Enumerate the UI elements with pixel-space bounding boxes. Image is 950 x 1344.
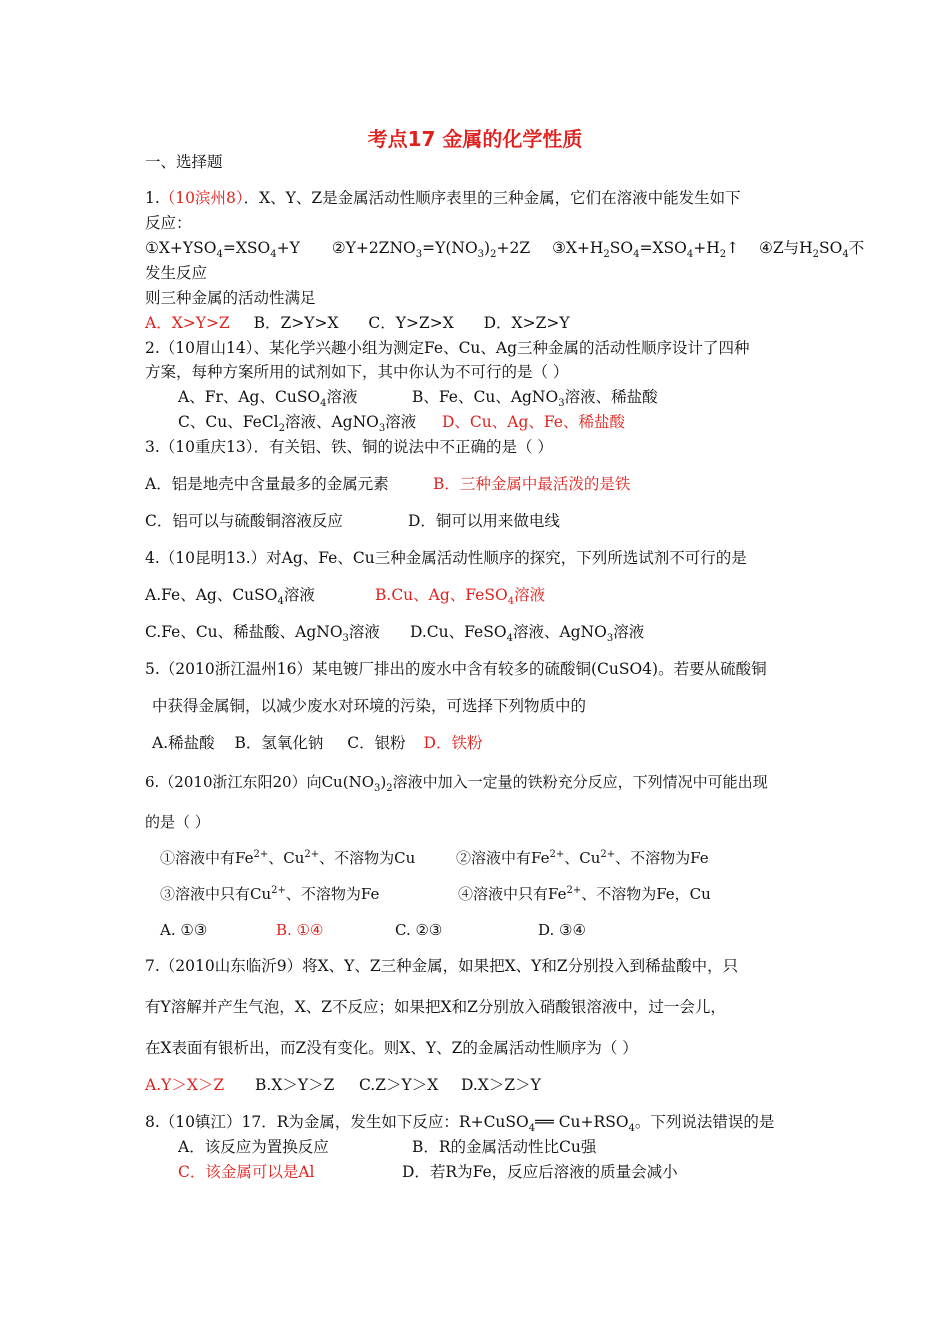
q6-option-c: C. ②③ — [395, 921, 443, 939]
q1-reaction-4: ④Z与$H_2SO_4$不 — [758, 239, 865, 261]
q8-options-row2 — [178, 1162, 678, 1182]
q7-option-d: D.X＞Z＞Y — [461, 1076, 541, 1094]
q6-choices-row2 — [160, 884, 711, 904]
q1-source: （10滨州8） — [159, 189, 244, 207]
q6-option-b: B. ①④ — [276, 921, 324, 939]
q6-choices-row1 — [160, 848, 709, 868]
q5-options — [152, 733, 482, 753]
q1-reaction-2: $②Y+2ZNO_3=Y(NO_3)_2+2Z$ — [331, 239, 531, 261]
q7-line1: 7.（2010山东临沂9）将X、Y、Z三种金属，如果把X、Y和Z分别投入到稀盐酸中，只 — [145, 957, 739, 975]
q1-option-c: C．Y>Z>X — [368, 314, 454, 332]
q1-line5: 则三种金属的活动性满足 — [145, 289, 316, 307]
q1-number: 1. — [145, 189, 160, 207]
q8-option-c: C．该金属可以是Al — [178, 1163, 315, 1181]
q5-option-a: A.稀盐酸 — [152, 734, 215, 752]
q4-option-d: D.Cu、FeSO$_4$溶液、AgNO$_3$溶液 — [410, 623, 645, 645]
q1-options — [145, 313, 570, 333]
q1-reaction-1: $①X+YSO_4=XSO_4+Y$ — [145, 239, 300, 261]
q5-line1: 5.（2010浙江温州16）某电镀厂排出的废水中含有较多的硫酸铜(CuSO4)。若要从硫酸铜 — [145, 660, 767, 678]
q2-option-b: B、Fe、Cu、AgNO$_3$溶液、稀盐酸 — [412, 388, 658, 410]
q1-option-b: B．Z>Y>X — [253, 314, 339, 332]
q1-option-a: A．X>Y>Z — [145, 314, 230, 332]
q3-option-b: B．三种金属中最活泼的是铁 — [433, 475, 631, 493]
q7-option-a: A.Y＞X＞Z — [145, 1076, 225, 1094]
q4-options-row2 — [145, 622, 645, 645]
q2-option-d: D、Cu、Ag、Fe、稀盐酸 — [442, 413, 625, 431]
q6-option-a: A. ①③ — [160, 921, 208, 939]
q6-choice-2: ②溶液中有$Fe^{2+}$、$Cu^{2+}$、不溶物为Fe — [456, 849, 709, 867]
q3-options-row1 — [145, 474, 630, 494]
section-heading: 一、选择题 — [145, 153, 223, 171]
q6-option-d: D. ③④ — [538, 921, 586, 939]
q1-reaction-3: $③X+H_2SO_4=XSO_4+H_2↑$ — [551, 239, 740, 261]
q7-line2: 有Y溶解并产生气泡，X、Z不反应；如果把X和Z分别放入硝酸银溶液中，过一会儿， — [145, 998, 726, 1016]
q8-line1: 8.（10镇江）17．R为金属，发生如下反应：R+CuSO$_4$══ $Cu+RSO_4$。下列说法错误的是 — [145, 1113, 775, 1135]
q4-line1: 4.（10昆明13.）对Ag、Fe、Cu三种金属活动性顺序的探究，下列所选试剂不可行的是 — [145, 549, 747, 567]
q5-line2: 中获得金属铜，以减少废水对环境的污染，可选择下列物质中的 — [152, 697, 587, 715]
q3-option-d: D．铜可以用来做电线 — [408, 512, 560, 530]
q7-line3: 在X表面有银析出，而Z没有变化。则X、Y、Z的金属活动性顺序为（ ） — [145, 1039, 638, 1057]
q4-option-a: A.Fe、Ag、CuSO$_4$溶液 — [145, 586, 315, 608]
q8-option-d: D．若R为Fe，反应后溶液的质量会减小 — [402, 1163, 678, 1181]
q6-choice-4: ④溶液中只有$Fe^{2+}$、不溶物为Fe，Cu — [458, 885, 711, 903]
q3-option-c: C．铝可以与硫酸铜溶液反应 — [145, 512, 343, 530]
q3-line1: 3.（10重庆13）．有关铝、铁、铜的说法中不正确的是（ ） — [145, 438, 553, 456]
q2-line1: 2.（10眉山14）、某化学兴趣小组为测定Fe、Cu、Ag三种金属的活动性顺序设计了四种 — [145, 339, 750, 357]
q6-line2: 的是（ ） — [145, 813, 210, 831]
q3-options-row2 — [145, 511, 560, 531]
q5-option-c: C．银粉 — [347, 734, 406, 752]
q2-options-row2 — [178, 412, 625, 435]
q7-option-b: B.X＞Y＞Z — [255, 1076, 335, 1094]
q3-option-a: A．铝是地壳中含量最多的金属元素 — [145, 475, 389, 493]
q4-options-row1 — [145, 585, 546, 608]
q6-options — [160, 920, 586, 940]
q8-option-a: A．该反应为置换反应 — [178, 1138, 329, 1156]
q2-line2: 方案，每种方案所用的试剂如下，其中你认为不可行的是（ ） — [145, 363, 569, 381]
q8-option-b: B．R的金属活动性比Cu强 — [412, 1138, 597, 1156]
q1-line4: 发生反应 — [145, 264, 208, 282]
q7-option-c: C.Z＞Y＞X — [359, 1076, 439, 1094]
q2-options-row1 — [178, 387, 658, 410]
q7-options — [145, 1075, 541, 1095]
q5-option-b: B．氢氧化钠 — [234, 734, 324, 752]
q2-option-a: A、Fr、Ag、CuSO$_4$溶液 — [178, 388, 358, 410]
q1-text: ．X、Y、Z是金属活动性顺序表里的三种金属，它们在溶液中能发生如下 — [243, 189, 741, 207]
q6-line1: 6.（2010浙江东阳20）向$Cu(NO_3)_2$溶液中加入一定量的铁粉充分反应，下列情况中可能出现 — [145, 773, 768, 794]
q5-option-d: D．铁粉 — [423, 734, 483, 752]
q6-choice-3: ③溶液中只有$Cu^{2+}$、不溶物为Fe — [160, 885, 380, 903]
q1-reactions — [145, 238, 865, 261]
q2-option-c: C、Cu、FeCl$_2$溶液、AgNO$_3$溶液 — [178, 413, 417, 435]
q4-option-c: C.Fe、Cu、稀盐酸、AgNO$_3$溶液 — [145, 623, 380, 645]
q1-line2: 反应： — [145, 214, 192, 232]
q8-options-row1 — [178, 1137, 596, 1157]
q4-option-b: B.Cu、Ag、FeSO$_4$溶液 — [375, 586, 546, 608]
q1-option-d: D．X>Z>Y — [483, 314, 570, 332]
page-title: 考点17 金属的化学性质 — [367, 127, 583, 151]
q6-choice-1: ①溶液中有$Fe^{2+}$、$Cu^{2+}$、不溶物为Cu — [160, 849, 416, 867]
q1-line1 — [145, 188, 741, 208]
